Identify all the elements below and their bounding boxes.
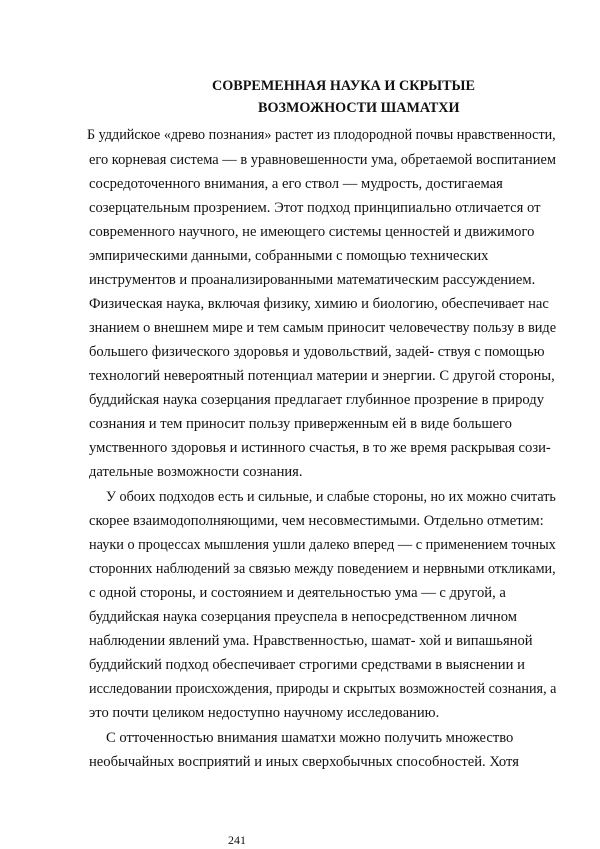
page-number: 241 [228,833,246,847]
body-line: С отточенностью внимания шаматхи можно получить множество [106,730,514,746]
body-line: с одной стороны, и состоянием и деятельностью ума — с другой, а [89,585,506,601]
body-line: У обоих подходов есть и сильные, и слабые стороны, но их можно считать [106,489,556,505]
body-line: сосредоточенного внимания, а его ствол — мудрость, достигаемая [89,176,503,192]
body-line: Физическая наука, включая физику, химию и биологию, обеспечивает нас [89,296,549,312]
body-line: науки о процессах мышления ушли далеко вперед — с применением точных [89,537,556,553]
body-line: наблюдении явлений ума. Нравственностью, шамат- хой и випашьяной [89,633,533,649]
body-line: Б уддийское «древо познания» растет из плодородной почвы нравственности, [87,127,556,143]
body-line: его корневая система — в уравновешенности ума, обретаемой воспитанием [89,152,557,168]
body-line: современного научного, не имеющего системы ценностей и движимого [89,224,535,240]
body-line: умственного здоровья и истинного счастья, в то же время раскрывая сози- [89,440,551,456]
body-line: большего физического здоровья и удовольствий, задей- ствуя с помощью [89,344,545,360]
body-line: инструментов и проанализированными математическим рассуждением. [89,272,536,288]
body-line: сторонних наблюдений за связью между поведением и нервными откликами, [89,561,556,577]
body-line: исследовании происхождения, природы и скрытых возможностей сознания, а [89,681,557,697]
chapter-title-line-1: СОВРЕМЕННАЯ НАУКА И СКРЫТЫЕ [212,78,475,94]
body-line: буддийский подход обеспечивает строгими средствами в выяснении и [89,657,525,673]
body-line: сознания и тем приносит пользу приверженным ей в виде большего [89,416,512,432]
body-line: необычайных восприятий и иных сверхобычных способностей. Хотя [89,754,519,770]
body-line: технологий невероятный потенциал материи и энергии. С другой стороны, [89,368,555,384]
body-line: скорее взаимодополняющими, чем несовместимыми. Отдельно отметим: [89,513,544,529]
body-line: созерцательным прозрением. Этот подход принципиально отличается от [89,200,541,216]
body-line: это почти целиком недоступно научному исследованию. [89,705,440,721]
body-line: буддийская наука созерцания преуспела в непосредственном личном [89,609,517,625]
chapter-title-line-2: ВОЗМОЖНОСТИ ШАМАТХИ [258,100,460,116]
body-line: дательные возможности сознания. [89,464,303,480]
body-line: буддийская наука созерцания предлагает глубинное прозрение в природу [89,392,544,408]
body-line: эмпирическими данными, собранными с помощью технических [89,248,489,264]
body-line: знанием о внешнем мире и тем самым приносит человечеству пользу в виде [89,320,557,336]
